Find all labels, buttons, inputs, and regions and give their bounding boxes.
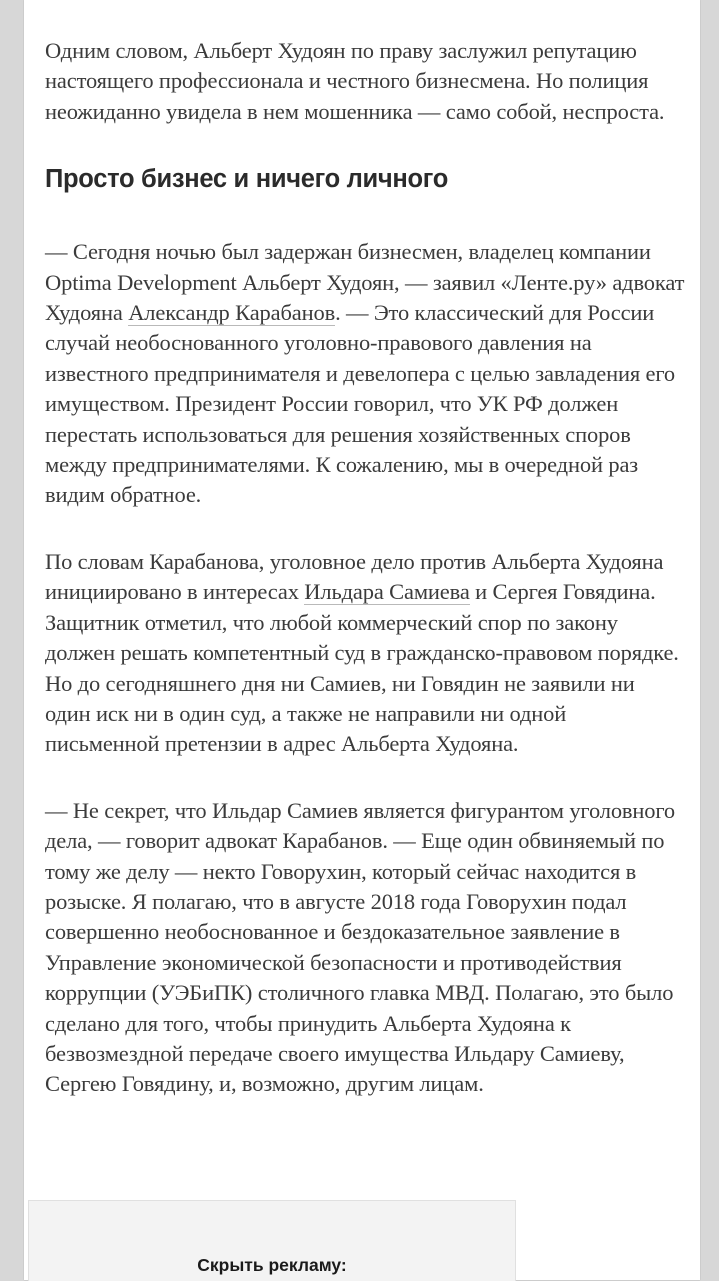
- paragraph-3: — Не секрет, что Ильдар Самиев является фигурантом уголовного дела, — говорит адвокат Карабанов. — Еще один обвиняемый по тому же делу — некто Говорухин, который сейчас находится в розыске. Я полагаю, что в августе 2018 года Говорухин подал совершенно необоснованное и бездоказательное заявление в Управление экономической безопасности и противодействия коррупции (УЭБиПК) столичного главка МВД. Полагаю, это было сделано для того, чтобы принудить Альберта Худояна к безвозмездной передаче своего имущества Ильдару Самиеву, Сергею Говядину, и, возможно, другим лицам.: [45, 797, 676, 1097]
- intro-paragraph: Одним словом, Альберт Худоян по праву заслужил репутацию настоящего профессионала и честного бизнесмена. Но полиция неожиданно увидела в нем мошенника — само собой, неспроста.: [45, 38, 665, 124]
- paragraph-2-text-start: По словам Карабанова, уголовное дело против Альберта Худояна инициировано в интересах: [45, 548, 664, 605]
- article-page: [24, 0, 700, 1280]
- paragraph-2-text-end: и Сергея Говядина. Защитник отметил, что любой коммерческий спор по закону должен решать компетентный суд в гражданско-правовом порядке. Но до сегодняшнего дня ни Самиев, ни Говядин не заявили ни один иск ни в один суд, а также не направили ни одной письменной претензии в адрес Альберта Худояна.: [45, 579, 679, 757]
- paragraph-1-text-end: . — Это классический для России случай необоснованного уголовно-правового давления на известного предпринимателя и девелопера с целью завладения его имуществом. Президент России говорил, что УК РФ должен перестать использоваться для решения хозяйственных споров между предпринимателями. К сожалению, мы в очередной раз видим обратное.: [45, 300, 675, 508]
- link-aleksandr-karabanov[interactable]: Александр Карабанов: [128, 300, 336, 326]
- article-body: [45, 36, 685, 1100]
- link-ildar-samiev[interactable]: Ильдара Самиева: [304, 579, 470, 605]
- ad-block: [28, 1200, 516, 1281]
- paragraph-1: [45, 237, 685, 511]
- hide-ad-button[interactable]: Скрыть рекламу:: [197, 1255, 347, 1275]
- section-heading: Просто бизнес и ничего личного: [45, 165, 449, 194]
- paragraph-2: [45, 547, 685, 760]
- paragraph-1-text-start: — Сегодня ночью был задержан бизнесмен, владелец компании Optima Development Альберт Худоян, — заявил «Ленте.ру» адвокат Худояна: [45, 239, 685, 326]
